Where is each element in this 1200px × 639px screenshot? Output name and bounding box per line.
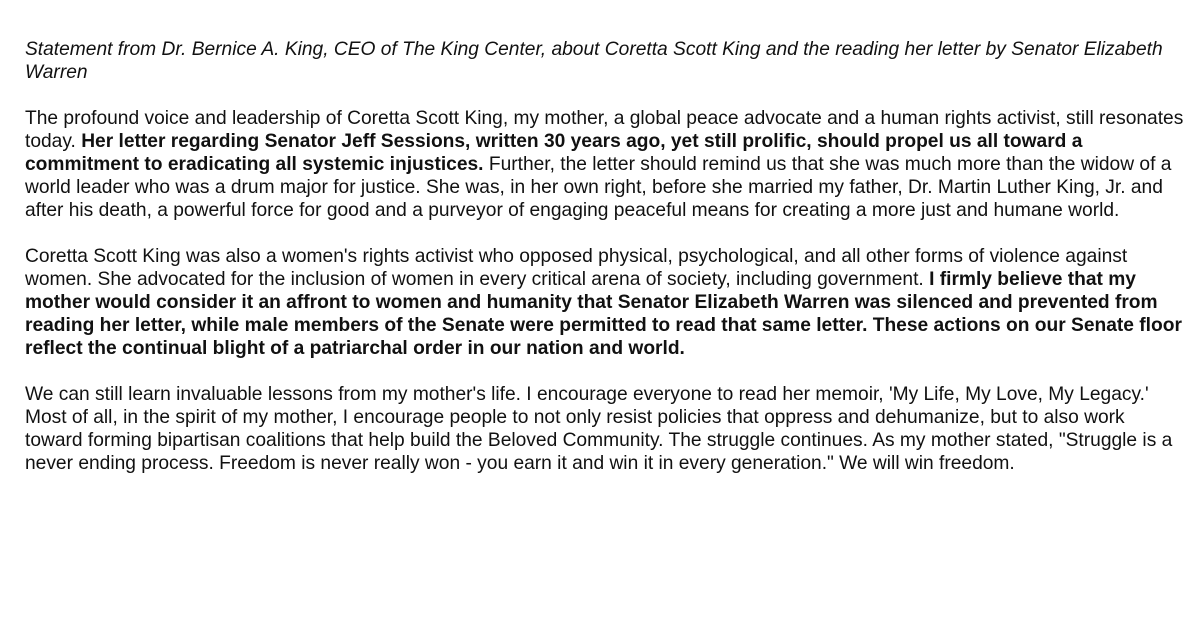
paragraph-3-text: We can still learn invaluable lessons from my mother's life. I encourage everyone to read her memoir, 'My Life, My Love, My Legacy.' Most of all, in the spirit of my mother, I encourage people to not only resist policies that oppress and dehumanize, but to also work toward forming bipartisan coalitions that help build the Beloved Community. The struggle continues. As my mother stated, "Struggle is a never ending process. Freedom is never really won - you earn it and win it in every generation." We will win freedom. xyxy=(25,384,1173,474)
paragraph-1 xyxy=(25,107,1185,222)
statement-title: Statement from Dr. Bernice A. King, CEO of The King Center, about Coretta Scott King and the reading her letter by Senator Elizabeth Warren xyxy=(25,39,1163,83)
paragraph-1-text-end: Further, the letter should remind us that she was much more than the widow of a world leader who was a drum major for justice. She was, in her own right, before she married my father, Dr. Martin Luther King, Jr. and after his death, a powerful force for good and a purveyor of engaging peaceful means for creating a more just and humane world. xyxy=(25,154,1172,221)
paragraph-2-text-start: Coretta Scott King was also a women's rights activist who opposed physical, psychological, and all other forms of violence against women. She advocated for the inclusion of women in every critical arena of society, including government. xyxy=(25,246,1128,290)
paragraph-3 xyxy=(25,383,1185,475)
paragraph-1-bold-text: Her letter regarding Senator Jeff Sessions, written 30 years ago, yet still prolific, should propel us all toward a commitment to eradicating all systemic injustices. xyxy=(25,131,1083,175)
paragraph-2 xyxy=(25,245,1185,360)
paragraph-2-bold-text: I firmly believe that my mother would consider it an affront to women and humanity that Senator Elizabeth Warren was silenced and prevented from reading her letter, while male members of the Senate were permitted to read that same letter. These actions on our Senate floor reflect the continual blight of a patriarchal order in our nation and world. xyxy=(25,269,1182,359)
statement-document xyxy=(25,38,1185,498)
paragraph-1-text-start: The profound voice and leadership of Coretta Scott King, my mother, a global peace advocate and a human rights activist, still resonates today. xyxy=(25,108,1184,152)
